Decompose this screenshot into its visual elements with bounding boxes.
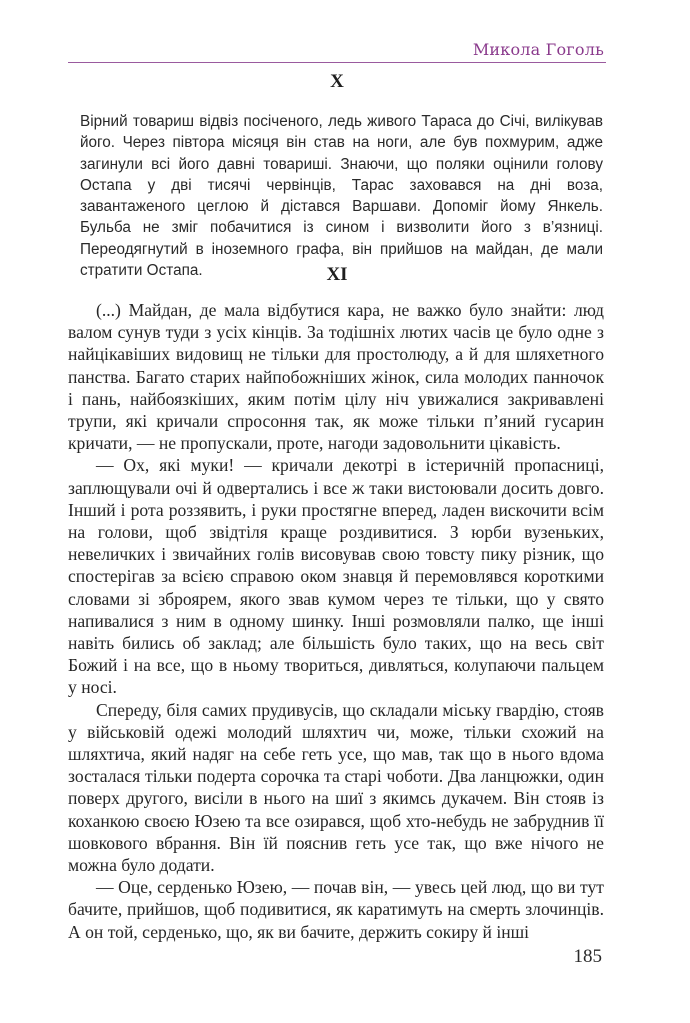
chapter-xi-title: XI: [326, 264, 348, 285]
chapter-xi-body: [68, 299, 604, 943]
body-paragraph: Спереду, біля самих прудивусів, що складали міську гвардію, стояв у військовій одежі молодий шляхтич чи, може, тільки схожий на шляхтича, який надяг на себе геть усе, що мав, так що в нього вдома зосталася тільки подерта сорочка та старі чоботи. Два ланцюжки, один поверх другого, висіли в нього на шиї з якимсь дукачем. Він стояв із коханкою своєю Юзею та все озирався, щоб хто-небудь не забруднив її шовкового вбрання. Він їй пояснив геть усе так, що вже нічого не можна було додати.: [68, 699, 604, 876]
page-number: 185: [573, 946, 602, 967]
header-rule: [68, 62, 606, 63]
body-paragraph: (...) Майдан, де мала відбутися кара, не важко було знайти: люд валом сунув туди з усіх кінців. За тодішніх лютих часів це було одне з найцікавіших видовищ не тільки для простолюду, а й для шляхетного панства. Багато старих найпобожніших жінок, сила молодих панночок і пань, найбоязкіших, яким потім цілу ніч увижалися закривавлені трупи, які кричали спросоння так, як може тільки п’яний гусарин кричати, — не пропускали, проте, нагоди задовольнити цікавість.: [68, 300, 604, 454]
chapter-x-summary: Вірний товариш відвіз посіченого, ледь живого Тараса до Січі, вилікував його. Через півтора місяця він став на ноги, але був похмурим, адже загинули всі його давні товариші. Знаючи, що поляки оцінили голову Остапа у дві тисячі червінців, Тарас заховався на дні воза, завантаженого цеглою й дістався Варшави. Допоміг йому Янкель. Бульба не зміг побачитися із сином і визволити його з в’язниці. Переодягнутий в іноземного графа, він прийшов на майдан, де мали стратити Остапа.: [80, 113, 603, 280]
body-paragraph: — Ох, які муки! — кричали декотрі в істеричній пропасниці, заплющували очі й одвертались і все ж таки вистоювали досить довго. Інший і рота роззявить, і руки простягне вперед, ладен вискочити всім на голови, щоб звідтіля краще роздивитися. З юрби вузеньких, невеличких і звичайних голів висовував свою товсту пику різник, що спостерігав за всією справою оком знавця й перемовлявся короткими словами зі зброярем, якого звав кумом через те тільки, що у свято напивалися з ним в одному шинку. Інші розмовляли палко, ще інші навіть бились об заклад; але більшість було таких, що на весь світ Божий і на все, що в ньому твориться, дивляться, колупаючи пальцем у носі.: [68, 455, 604, 698]
chapter-x-title: X: [330, 71, 344, 92]
body-paragraph: — Оце, серденько Юзею, — почав він, — увесь цей люд, що ви тут бачите, прийшов, щоб подивитися, як каратимуть на смерть злочинців. А он той, серденько, що, як ви бачите, держить сокиру й інші: [68, 877, 604, 942]
running-head: Микола Гоголь: [472, 40, 604, 59]
